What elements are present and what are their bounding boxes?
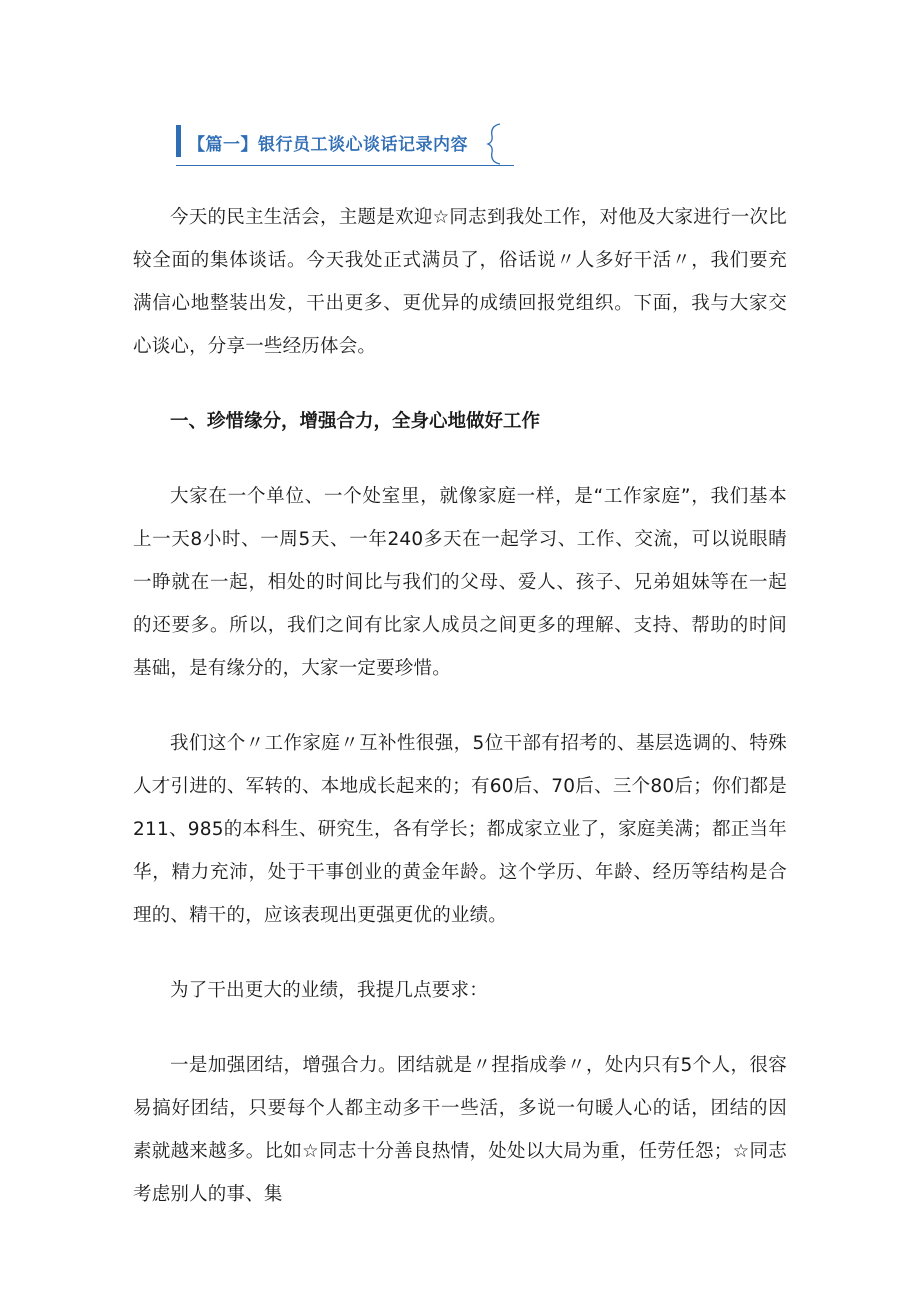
heading-bracket-decoration <box>486 122 502 166</box>
paragraph-work-family: 大家在一个单位、一个处室里，就像家庭一样，是“工作家庭”，我们基本上一天8小时、一周5天、一年240多天在一起学习、工作、交流，可以说眼睛一睁就在一起，相处的时间比与我们的父母、爱人、孩子、兄弟姐妹等在一起的还要多。所以，我们之间有比家人成员之间更多的理解、支持、帮助的时间基础，是有缘分的，大家一定要珍惜。 <box>133 486 787 679</box>
paragraph-unity: 一是加强团结，增强合力。团结就是〃捏指成拳〃，处内只有5个人，很容易搞好团结，只要每个人都主动多干一些活，多说一句暖人心的话，团结的因素就越来越多。比如☆同志十分善良热情，处处以大局为重，任劳任怨；☆同志考虑别人的事、集 <box>133 1055 787 1205</box>
heading-block <box>176 122 516 170</box>
heading-underline <box>176 165 514 166</box>
document-body <box>133 196 787 1216</box>
section-title-1: 一、珍惜缘分，增强合力，全身心地做好工作 <box>170 411 541 432</box>
paragraph-team-structure: 我们这个〃工作家庭〃互补性很强，5位干部有招考的、基层选调的、特殊人才引进的、军转的、本地成长起来的；有60后、70后、三个80后；你们都是211、985的本科生、研究生，各有学长；都成家立业了，家庭美满；都正当年华，精力充沛，处于干事创业的黄金年龄。这个学历、年龄、经历等结构是合理的、精干的，应该表现出更强更优的业绩。 <box>133 733 787 926</box>
document-heading: 【篇一】银行员工谈心谈话记录内容 <box>188 135 468 155</box>
heading-accent-bar <box>176 125 181 157</box>
paragraph-requirements-intro: 为了干出更大的业绩，我提几点要求： <box>170 980 488 1001</box>
paragraph-intro: 今天的民主生活会，主题是欢迎☆同志到我处工作，对他及大家进行一次比较全面的集体谈话。今天我处正式满员了，俗话说〃人多好干活〃，我们要充满信心地整装出发，干出更多、更优异的成绩回报党组织。下面，我与大家交心谈心，分享一些经历体会。 <box>133 207 787 357</box>
